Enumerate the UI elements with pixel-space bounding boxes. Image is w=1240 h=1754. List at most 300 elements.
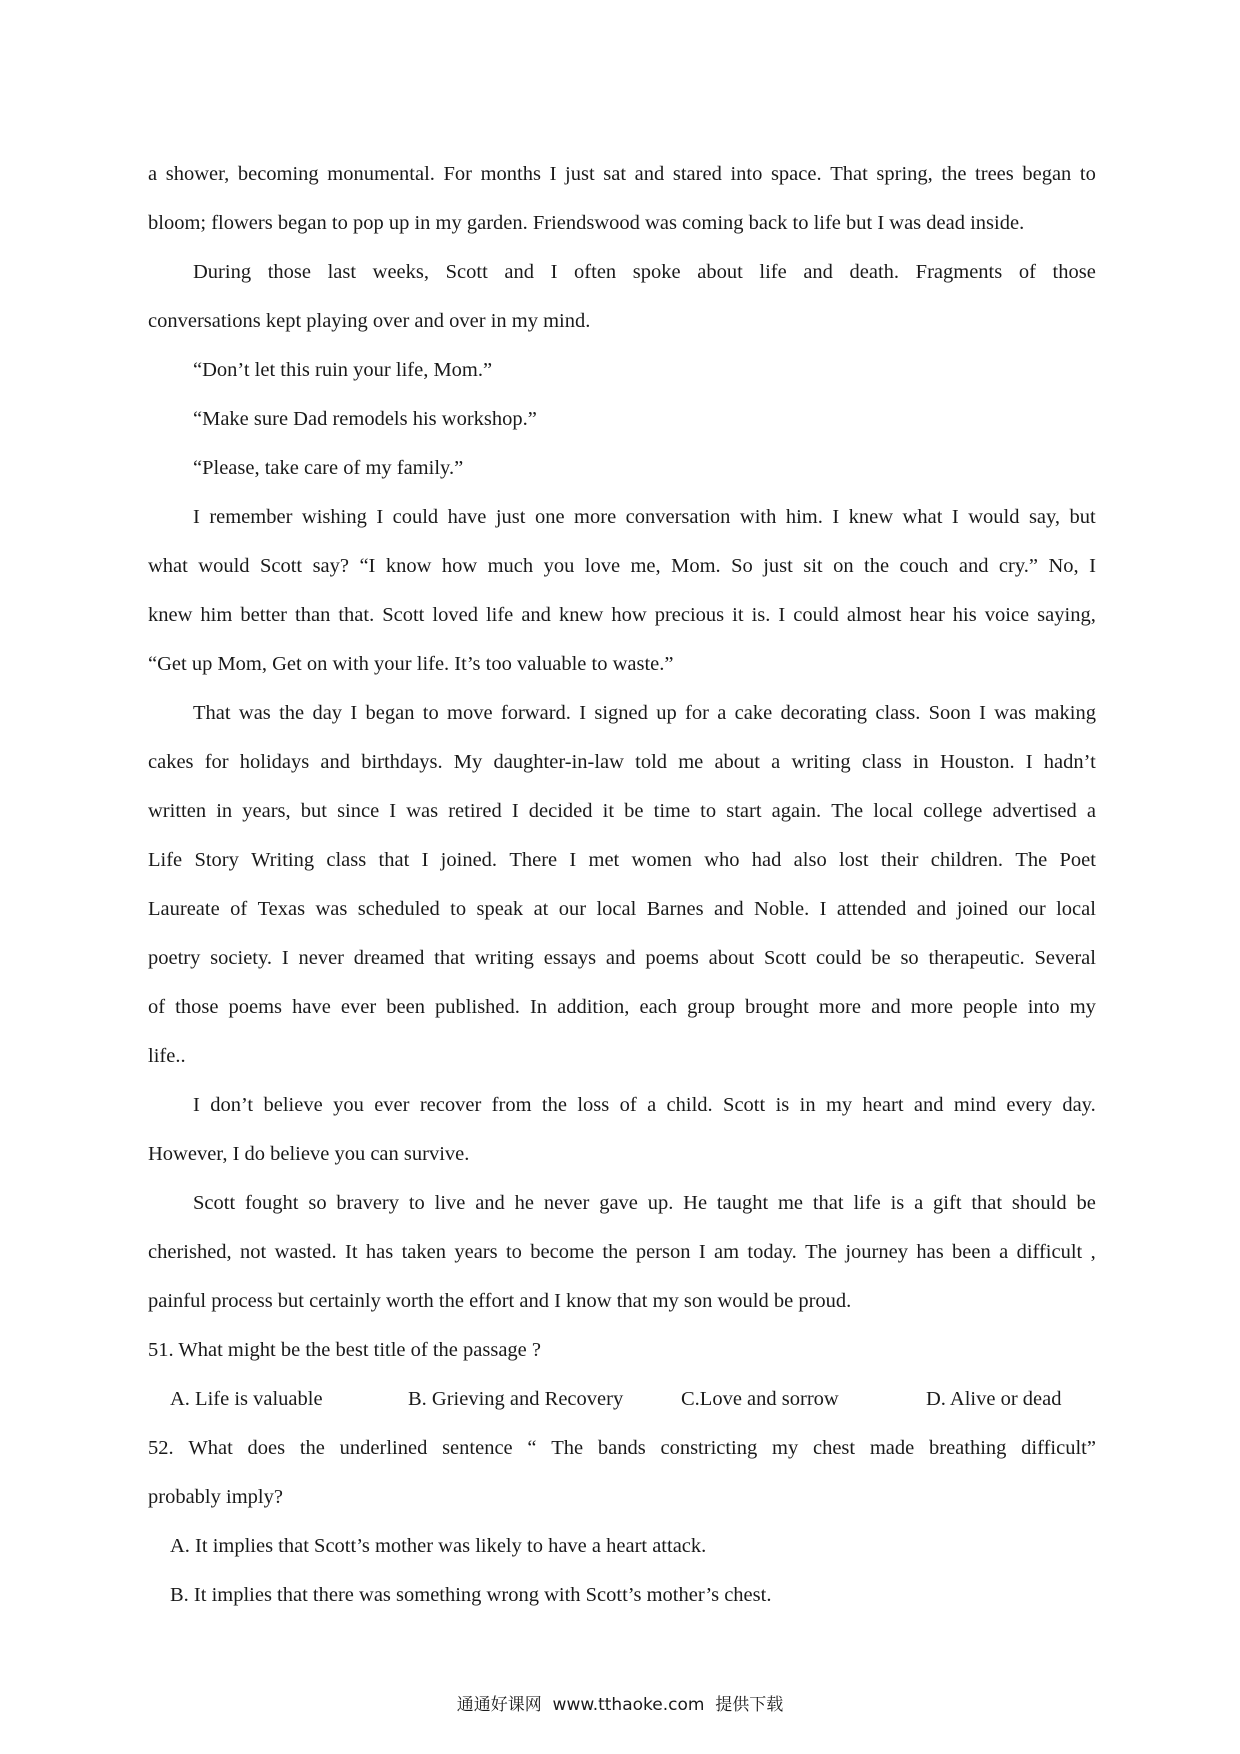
word: signed: [594, 702, 648, 724]
word: people: [963, 996, 1018, 1018]
text-line: [148, 1179, 1096, 1228]
word: society.: [210, 947, 273, 969]
word: Mom.: [671, 555, 721, 577]
word: My: [453, 751, 483, 773]
word: so: [900, 947, 919, 969]
word: never: [543, 1192, 590, 1214]
word: Several: [1034, 947, 1096, 969]
word: holidays: [239, 751, 310, 773]
word: shower,: [165, 163, 230, 185]
word: gift: [933, 1192, 962, 1214]
word: who: [704, 849, 740, 871]
word: Barnes: [646, 898, 704, 920]
text-line: [148, 983, 1096, 1032]
word: have: [292, 996, 331, 1018]
word: about: [714, 751, 760, 773]
word: difficult: [1016, 1241, 1083, 1263]
passage-text: [148, 150, 1096, 1620]
word: class: [861, 751, 902, 773]
word: life: [853, 1192, 881, 1214]
word: believe: [263, 1094, 323, 1116]
word: wishing: [301, 506, 367, 528]
word: difficult”: [1021, 1437, 1096, 1459]
word: was: [238, 702, 271, 724]
word: of: [148, 996, 166, 1018]
word: cherished,: [148, 1241, 232, 1263]
word: In: [529, 996, 548, 1018]
word: me: [678, 751, 704, 773]
text-line: life..: [148, 1045, 186, 1067]
word: chest: [812, 1437, 856, 1459]
word: The: [1015, 849, 1048, 871]
word: sat: [603, 163, 627, 185]
word: been: [386, 996, 425, 1018]
word: knew: [148, 604, 193, 626]
word: precious: [654, 604, 725, 626]
text-line: [148, 1228, 1096, 1277]
word: the: [941, 163, 967, 185]
word: knew: [558, 604, 604, 626]
word: for: [685, 702, 709, 724]
word: I: [281, 947, 289, 969]
word: Scott: [259, 555, 303, 577]
word: It: [345, 1241, 358, 1263]
word: brought: [745, 996, 809, 1018]
word: live: [434, 1192, 466, 1214]
word: months: [480, 163, 541, 185]
word: the: [602, 1241, 628, 1263]
word: local: [873, 800, 914, 822]
word: and: [714, 898, 744, 920]
word: No,: [1048, 555, 1079, 577]
word: death.: [849, 261, 900, 283]
word: I: [376, 506, 384, 528]
word: I: [549, 163, 557, 185]
word: and: [605, 947, 636, 969]
word: him: [200, 604, 233, 626]
word: Story: [194, 849, 239, 871]
word: move: [447, 702, 493, 724]
word: cakes: [148, 751, 194, 773]
word: remember: [209, 506, 293, 528]
word: be: [1076, 1192, 1096, 1214]
question-51-options: [148, 1375, 1096, 1424]
word: Scott: [723, 1094, 766, 1116]
word: Scott: [382, 604, 425, 626]
word: you: [333, 1094, 364, 1116]
quote-line: “Don’t let this ruin your life, Mom.”: [193, 359, 493, 381]
word: conversation: [625, 506, 731, 528]
word: a: [647, 1094, 657, 1116]
word: I: [698, 1241, 706, 1263]
word: recover: [419, 1094, 482, 1116]
word: I: [579, 702, 587, 724]
word: my: [825, 1094, 853, 1116]
word: Writing: [251, 849, 315, 871]
word: Soon: [928, 702, 971, 724]
word: 52.: [148, 1437, 174, 1459]
word: published.: [435, 996, 520, 1018]
word: that.: [338, 604, 375, 626]
word: The: [551, 1437, 584, 1459]
word: a: [717, 702, 727, 724]
word: lost: [838, 849, 869, 871]
word: becoming: [237, 163, 319, 185]
word: That: [193, 702, 231, 724]
word: Scott: [764, 947, 807, 969]
word: into: [1027, 996, 1060, 1018]
word: Life: [148, 849, 183, 871]
word: For: [443, 163, 472, 185]
word: ever: [374, 1094, 410, 1116]
word: bands: [597, 1437, 646, 1459]
word: to: [422, 702, 439, 724]
question-51-stem: 51. What might be the best title of the passage ?: [148, 1339, 542, 1361]
word: person: [635, 1241, 691, 1263]
word: to: [505, 1241, 522, 1263]
word: and: [871, 996, 901, 1018]
word: Texas: [257, 898, 306, 920]
word: Laureate: [148, 898, 220, 920]
word: and: [913, 1094, 944, 1116]
word: I: [350, 702, 358, 724]
word: began: [365, 702, 415, 724]
word: poems: [228, 996, 283, 1018]
question-52-option-b: B. It implies that there was something wrong with Scott’s mother’s chest.: [170, 1584, 772, 1606]
text-line: However, I do believe you can survive.: [148, 1143, 470, 1165]
word: loved: [432, 604, 478, 626]
word: just: [763, 555, 793, 577]
word: is: [775, 1094, 790, 1116]
word: just: [565, 163, 595, 185]
word: constricting: [660, 1437, 758, 1459]
word: writing: [791, 751, 851, 773]
word: stared: [672, 163, 722, 185]
word: loss: [577, 1094, 610, 1116]
word: and: [916, 898, 947, 920]
word: Poet: [1059, 849, 1096, 871]
word: met: [588, 849, 620, 871]
word: have: [447, 506, 487, 528]
word: would: [968, 506, 1020, 528]
word: I: [1089, 555, 1096, 577]
word: fought: [244, 1192, 299, 1214]
word: I: [819, 898, 827, 920]
word: years,: [242, 800, 291, 822]
quote-line: “Make sure Dad remodels his workshop.”: [193, 408, 537, 430]
word: start: [726, 800, 762, 822]
word: of: [619, 1094, 637, 1116]
word: again.: [771, 800, 822, 822]
word: I: [389, 800, 397, 822]
word: “: [527, 1437, 537, 1459]
word: There: [509, 849, 558, 871]
word: bravery: [336, 1192, 400, 1214]
word: college: [923, 800, 983, 822]
word: joined: [956, 898, 1008, 920]
word: it: [602, 800, 615, 822]
word: one: [534, 506, 565, 528]
word: say,: [1028, 506, 1061, 528]
word: and: [521, 604, 551, 626]
text-line: [148, 248, 1096, 297]
word: the: [279, 702, 305, 724]
word: decorating: [780, 702, 868, 724]
word: speak: [476, 898, 524, 920]
word: say?: [312, 555, 350, 577]
word: does: [247, 1437, 286, 1459]
word: could: [793, 604, 839, 626]
word: weeks,: [372, 261, 430, 283]
word: is: [890, 1192, 905, 1214]
word: in: [216, 800, 233, 822]
word: a: [1086, 800, 1096, 822]
word: journey: [845, 1241, 908, 1263]
word: their: [880, 849, 919, 871]
text-line: [148, 787, 1096, 836]
word: scheduled: [357, 898, 440, 920]
question-51-option-a: A. Life is valuable: [170, 1388, 323, 1410]
word: that: [434, 947, 465, 969]
word: writing: [474, 947, 534, 969]
word: I: [832, 506, 840, 528]
word: don’t: [210, 1094, 254, 1116]
word: a: [914, 1192, 924, 1214]
word: poetry: [148, 947, 201, 969]
word: I: [550, 261, 558, 283]
word: about: [708, 947, 755, 969]
word: ,: [1090, 1241, 1096, 1263]
word: has: [365, 1241, 394, 1263]
word: I: [951, 506, 959, 528]
word: told: [635, 751, 668, 773]
word: him.: [785, 506, 823, 528]
question-51-option-c: C.Love and sorrow: [681, 1388, 839, 1410]
word: in: [799, 1094, 816, 1116]
word: on: [833, 555, 854, 577]
word: that: [812, 1192, 844, 1214]
word: of: [230, 898, 248, 920]
word: and: [320, 751, 351, 773]
word: gave: [599, 1192, 638, 1214]
word: child.: [666, 1094, 713, 1116]
word: So: [731, 555, 753, 577]
word: voice: [984, 604, 1030, 626]
word: women: [631, 849, 692, 871]
word: taken: [401, 1241, 446, 1263]
word: how: [441, 555, 478, 577]
word: had: [751, 849, 782, 871]
word: become: [530, 1241, 595, 1263]
word: couch: [899, 555, 949, 577]
word: am: [714, 1241, 740, 1263]
question-51-option-b: B. Grieving and Recovery: [408, 1388, 624, 1410]
word: what: [148, 555, 188, 577]
word: not: [240, 1241, 267, 1263]
word: to: [700, 800, 717, 822]
word: could: [815, 947, 862, 969]
quote-line: “Please, take care of my family.”: [193, 457, 464, 479]
word: I: [511, 800, 519, 822]
word: I: [1025, 751, 1033, 773]
word: much: [487, 555, 534, 577]
word: a: [771, 751, 781, 773]
word: I: [979, 702, 986, 724]
word: cry.”: [998, 555, 1038, 577]
word: spoke: [632, 261, 681, 283]
text-line: [148, 836, 1096, 885]
question-51-option-d: D. Alive or dead: [926, 1388, 1062, 1410]
word: I: [778, 604, 786, 626]
word: made: [869, 1437, 915, 1459]
text-line: [148, 1081, 1096, 1130]
word: poems: [645, 947, 699, 969]
word: joined.: [440, 849, 498, 871]
word: saying,: [1037, 604, 1096, 626]
word: he: [514, 1192, 534, 1214]
question-52-stem: [148, 1424, 1096, 1473]
word: was: [315, 898, 348, 920]
word: a: [148, 163, 158, 185]
word: each: [639, 996, 678, 1018]
word: trees: [975, 163, 1014, 185]
word: making: [1034, 702, 1096, 724]
word: but: [300, 800, 327, 822]
word: During: [193, 261, 252, 283]
word: cake: [734, 702, 773, 724]
word: often: [574, 261, 617, 283]
word: sentence: [442, 1437, 513, 1459]
word: I: [193, 1094, 200, 1116]
word: been: [952, 1241, 991, 1263]
word: know: [385, 555, 432, 577]
word: ever: [340, 996, 377, 1018]
word: about: [697, 261, 743, 283]
word: in: [912, 751, 929, 773]
word: more: [574, 506, 617, 528]
word: up: [656, 702, 677, 724]
word: heart: [862, 1094, 904, 1116]
word: for: [204, 751, 229, 773]
word: me,: [630, 555, 661, 577]
word: life: [485, 604, 514, 626]
word: Scott: [193, 1192, 236, 1214]
word: how: [611, 604, 647, 626]
word: be: [871, 947, 891, 969]
word: that: [971, 1192, 1003, 1214]
question-52-stem-cont: probably imply?: [148, 1486, 283, 1508]
word: and: [958, 555, 989, 577]
text-line: [148, 150, 1096, 199]
word: Fragments: [915, 261, 1003, 283]
word: years: [454, 1241, 498, 1263]
word: the: [299, 1437, 325, 1459]
word: it: [732, 604, 744, 626]
word: up.: [647, 1192, 674, 1214]
word: with: [739, 506, 777, 528]
word: local: [1056, 898, 1096, 920]
word: of: [1018, 261, 1036, 283]
word: space.: [770, 163, 822, 185]
word: attended: [836, 898, 907, 920]
text-line: [148, 738, 1096, 787]
word: better: [240, 604, 288, 626]
word: class: [326, 849, 367, 871]
word: knew: [848, 506, 894, 528]
word: retired: [448, 800, 502, 822]
word: those: [1052, 261, 1096, 283]
word: me: [777, 1192, 804, 1214]
text-line: [148, 934, 1096, 983]
word: hear: [909, 604, 945, 626]
word: those: [175, 996, 219, 1018]
word: dreamed: [353, 947, 425, 969]
word: love: [584, 555, 621, 577]
word: a: [999, 1241, 1009, 1263]
text-line: [148, 493, 1096, 542]
word: underlined: [339, 1437, 428, 1459]
text-line: [148, 542, 1096, 591]
word: Houston.: [939, 751, 1015, 773]
word: never: [298, 947, 344, 969]
word: “I: [359, 555, 376, 577]
word: to: [1079, 163, 1096, 185]
word: more: [910, 996, 953, 1018]
word: taught: [716, 1192, 769, 1214]
word: day.: [1062, 1094, 1096, 1116]
word: since: [337, 800, 380, 822]
word: life: [759, 261, 787, 283]
word: the: [541, 1094, 567, 1116]
word: just: [495, 506, 526, 528]
word: the: [864, 555, 890, 577]
word: could: [392, 506, 439, 528]
word: spring,: [876, 163, 933, 185]
word: Scott: [445, 261, 488, 283]
word: essays: [543, 947, 597, 969]
word: was: [406, 800, 439, 822]
word: Noble.: [754, 898, 810, 920]
word: but: [1069, 506, 1096, 528]
word: day: [312, 702, 343, 724]
word: that: [378, 849, 410, 871]
word: has: [916, 1241, 944, 1263]
word: began: [1022, 163, 1072, 185]
word: also: [793, 849, 827, 871]
word: my: [772, 1437, 799, 1459]
word: hadn’t: [1043, 751, 1096, 773]
word: to: [450, 898, 467, 920]
word: The: [805, 1241, 837, 1263]
word: our: [1018, 898, 1046, 920]
word: was: [994, 702, 1027, 724]
word: I: [569, 849, 577, 871]
word: and: [634, 163, 665, 185]
word: more: [818, 996, 862, 1018]
word: decided: [528, 800, 593, 822]
word: every: [1006, 1094, 1052, 1116]
word: be: [624, 800, 644, 822]
text-line: “Get up Mom, Get on with your life. It’s too valuable to waste.”: [148, 653, 674, 675]
word: mind: [953, 1094, 997, 1116]
word: monumental.: [327, 163, 435, 185]
word: class.: [875, 702, 921, 724]
word: breathing: [929, 1437, 1007, 1459]
word: and: [504, 261, 534, 283]
word: time: [653, 800, 691, 822]
word: almost: [846, 604, 902, 626]
word: sit: [803, 555, 823, 577]
